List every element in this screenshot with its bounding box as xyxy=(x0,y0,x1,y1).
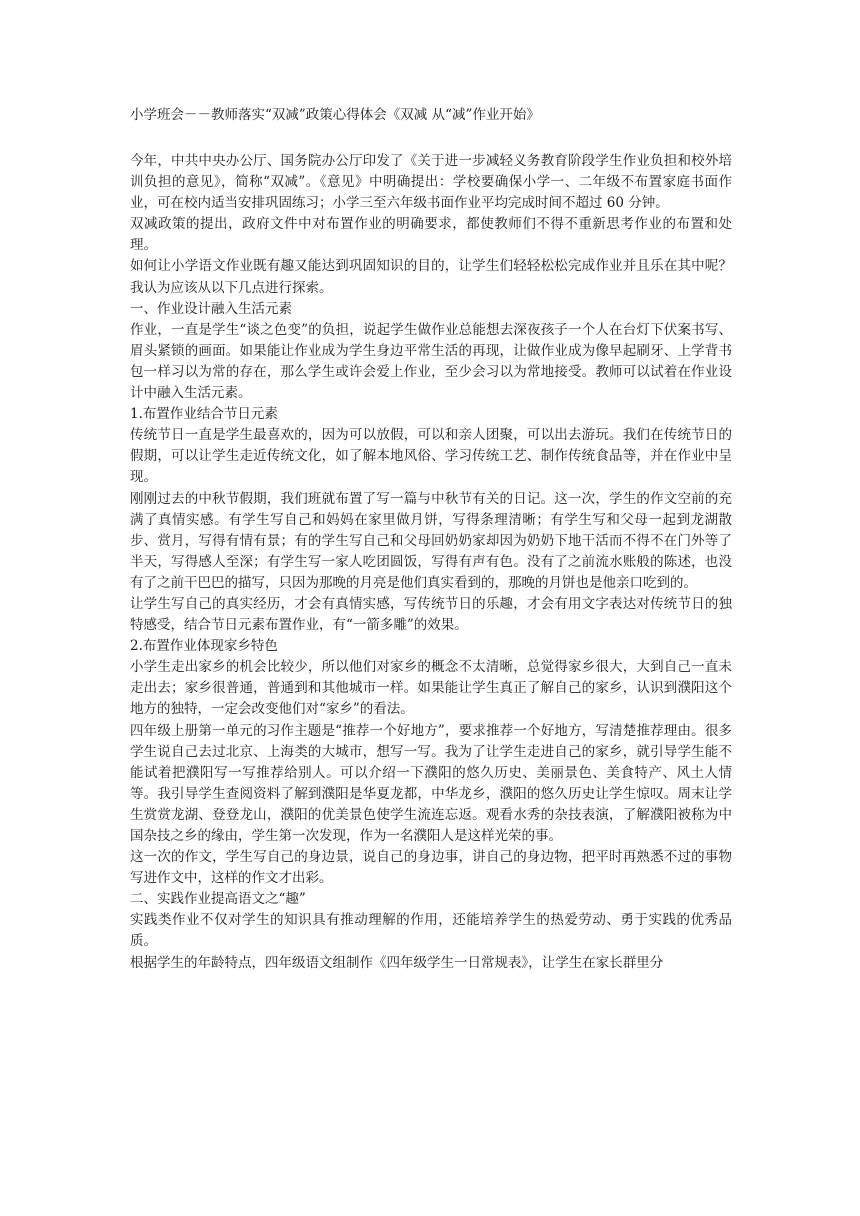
paragraph: 这一次的作文，学生写自己的身边景，说自己的身边事，讲自己的身边物，把平时再熟悉不过的事物写进作文中，这样的作文才出彩。 xyxy=(130,849,732,887)
paragraph: 如何让小学语文作业既有趣又能达到巩固知识的目的，让学生们轻轻松松完成作业并且乐在其中呢？我认为应该从以下几点进行探索。 xyxy=(130,258,732,296)
document-page xyxy=(130,105,732,974)
paragraph: 四年级上册第一单元的习作主题是“推荐一个好地方”，要求推荐一个好地方，写清楚推荐理由。很多学生说自己去过北京、上海类的大城市，想写一写。我为了让学生走进自己的家乡，就引导学生能不能试着把濮阳写一写推荐给别人。可以介绍一下濮阳的悠久历史、美丽景色、美食特产、风土人情等。我引导学生查阅资料了解到濮阳是华夏龙都，中华龙乡，濮阳的悠久历史让学生惊叹。周末让学生赏赏龙湖、登登龙山，濮阳的优美景色使学生流连忘返。观看水秀的杂技表演，了解濮阳被称为中国杂技之乡的缘由，学生第一次发现，作为一名濮阳人是这样光荣的事。 xyxy=(130,722,732,844)
paragraph: 作业，一直是学生“谈之色变”的负担，说起学生做作业总能想去深夜孩子一个人在台灯下伏案书写、眉头紧锁的画面。如果能让作业成为学生身边平常生活的再现，让做作业成为像早起刷牙、上学背书包一样习以为常的存在，那么学生或许会爱上作业，至少会习以为常地接受。教师可以试着在作业设计中融入生活元素。 xyxy=(130,321,732,402)
document-body xyxy=(130,151,732,974)
section-heading: 一、作业设计融入生活元素 xyxy=(130,300,292,317)
document-title: 小学班会－－教师落实“双减”政策心得体会《双减 从“减”作业开始》 xyxy=(130,107,540,123)
paragraph: 根据学生的年龄特点，四年级语文组制作《四年级学生一日常规表》，让学生在家长群里分 xyxy=(130,954,664,971)
subsection-heading: 2.布置作业体现家乡特色 xyxy=(130,638,278,655)
paragraph: 双减政策的提出，政府文件中对布置作业的明确要求，都使教师们不得不重新思考作业的布置和处理。 xyxy=(130,216,732,254)
paragraph: 刚刚过去的中秋节假期，我们班就布置了写一篇与中秋节有关的日记。这一次，学生的作文空前的充满了真情实感。有学生写自己和妈妈在家里做月饼，写得条理清晰；有学生写和父母一起到龙湖散步、赏月，写得有情有景；有的学生写自己和父母回奶奶家却因为奶奶下地干活而不得不在门外等了半天，写得感人至深；有学生写一家人吃团圆饭，写得有声有色。没有了之前流水账般的陈述，也没有了之前干巴巴的描写，只因为那晚的月亮是他们真实看到的，那晚的月饼也是他亲口吃到的。 xyxy=(130,490,732,591)
paragraph: 让学生写自己的真实经历，才会有真情实感，写传统节日的乐趣，才会有用文字表达对传统节日的独特感受，结合节日元素布置作业，有“一箭多雕”的效果。 xyxy=(130,595,732,634)
subsection-heading: 1.布置作业结合节日元素 xyxy=(130,406,278,423)
paragraph: 实践类作业不仅对学生的知识具有推动理解的作用，还能培养学生的热爱劳动、勇于实践的优秀品质。 xyxy=(130,912,732,950)
section-heading: 二、实践作业提高语文之“趣” xyxy=(130,891,306,908)
paragraph: 小学生走出家乡的机会比较少，所以他们对家乡的概念不太清晰，总觉得家乡很大，大到自己一直未走出去；家乡很普通，普通到和其他城市一样。如果能让学生真正了解自己的家乡，认识到濮阳这个地方的独特，一定会改变他们对“家乡”的看法。 xyxy=(130,659,732,718)
paragraph: 传统节日一直是学生最喜欢的，因为可以放假，可以和亲人团聚，可以出去游玩。我们在传统节日的假期，可以让学生走近传统文化，如了解本地风俗、学习传统工艺、制作传统食品等，并在作业中呈现。 xyxy=(130,427,732,486)
paragraph-intro: 今年，中共中央办公厅、国务院办公厅印发了《关于进一步减轻义务教育阶段学生作业负担和校外培训负担的意见》，简称“双减”。《意见》中明确提出：学校要确保小学一、二年级不布置家庭书面作业，可在校内适当安排巩固练习；小学三至六年级书面作业平均完成时间不超过 60 分钟。 xyxy=(130,153,732,212)
